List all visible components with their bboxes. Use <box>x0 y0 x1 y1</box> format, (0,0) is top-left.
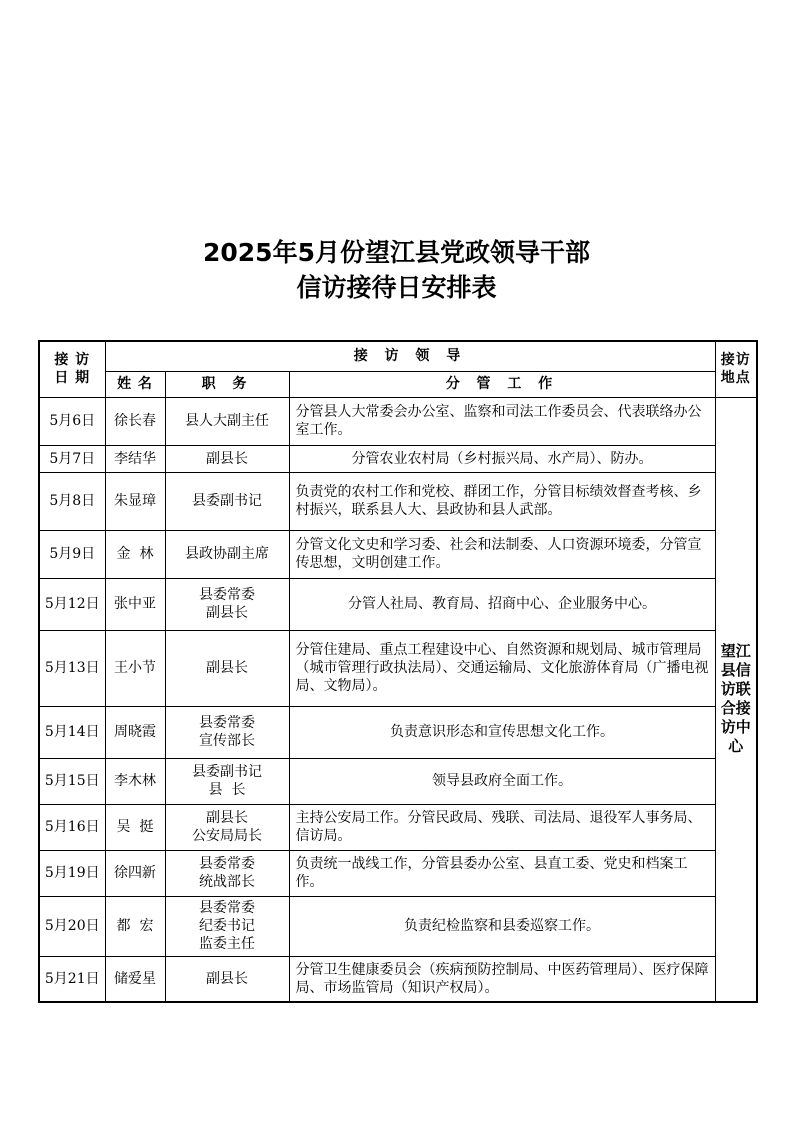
cell-duty: 分管县人大常委会办公室、监察和司法工作委员会、代表联络办公室工作。 <box>289 397 715 445</box>
cell-date: 5月16日 <box>39 804 105 850</box>
cell-duty: 分管住建局、重点工程建设中心、自然资源和规划局、城市管理局（城市管理行政执法局）、交通运输局、文化旅游体育局（广播电视局、文物局）。 <box>289 630 715 706</box>
cell-name: 都 宏 <box>105 896 165 956</box>
table-row <box>39 804 757 850</box>
cell-duty: 分管文化文史和学习委、社会和法制委、人口资源环境委，分管宣传思想，文明创建工作。 <box>289 530 715 578</box>
table-row <box>39 578 757 630</box>
cell-duty: 负责统一战线工作，分管县委办公室、县直工委、党史和档案工作。 <box>289 850 715 896</box>
cell-location: 望江县信访联合接访中心 <box>715 397 757 1002</box>
table-row <box>39 850 757 896</box>
table-row <box>39 445 757 472</box>
cell-date: 5月12日 <box>39 578 105 630</box>
cell-name: 周晓霞 <box>105 706 165 758</box>
table-row <box>39 397 757 445</box>
cell-date: 5月9日 <box>39 530 105 578</box>
cell-name: 朱显璋 <box>105 472 165 530</box>
header-date <box>39 341 105 397</box>
cell-date: 5月8日 <box>39 472 105 530</box>
header-date-text: 接 访 日 期 <box>54 352 91 387</box>
cell-position: 县委常委 宣传部长 <box>165 706 289 758</box>
cell-date: 5月6日 <box>39 397 105 445</box>
cell-duty: 分管农业农村局（乡村振兴局、水产局）、防办。 <box>289 445 715 472</box>
header-location-text: 接访 地点 <box>720 352 751 387</box>
cell-duty: 领导县政府全面工作。 <box>289 758 715 804</box>
cell-name: 储爱星 <box>105 956 165 1002</box>
cell-name: 徐长春 <box>105 397 165 445</box>
cell-name: 李结华 <box>105 445 165 472</box>
cell-duty: 负责纪检监察和县委巡察工作。 <box>289 896 715 956</box>
table-row <box>39 530 757 578</box>
cell-position: 县政协副主席 <box>165 530 289 578</box>
cell-duty: 负责意识形态和宣传思想文化工作。 <box>289 706 715 758</box>
table-row <box>39 896 757 956</box>
cell-date: 5月7日 <box>39 445 105 472</box>
header-location <box>715 341 757 397</box>
table-row <box>39 630 757 706</box>
schedule-table <box>38 340 758 1003</box>
page-title-line2: 信访接待日安排表 <box>296 273 497 302</box>
cell-position: 县委常委 纪委书记 监委主任 <box>165 896 289 956</box>
cell-duty: 主持公安局工作。分管民政局、残联、司法局、退役军人事务局、信访局。 <box>289 804 715 850</box>
cell-position: 县委副书记 <box>165 472 289 530</box>
cell-duty: 分管卫生健康委员会（疾病预防控制局、中医药管理局）、医疗保障局、市场监管局（知识产权局）。 <box>289 956 715 1002</box>
cell-date: 5月21日 <box>39 956 105 1002</box>
header-leader-group: 接 访 领 导 <box>105 341 715 371</box>
header-name: 姓 名 <box>105 371 165 397</box>
header-duty: 分 管 工 作 <box>289 371 715 397</box>
cell-duty: 分管人社局、教育局、招商中心、企业服务中心。 <box>289 578 715 630</box>
cell-position: 副县长 <box>165 445 289 472</box>
cell-position: 副县长 公安局局长 <box>165 804 289 850</box>
table-row <box>39 706 757 758</box>
cell-position: 副县长 <box>165 956 289 1002</box>
cell-position: 县委常委 统战部长 <box>165 850 289 896</box>
cell-name: 王小节 <box>105 630 165 706</box>
cell-date: 5月13日 <box>39 630 105 706</box>
cell-name: 李木林 <box>105 758 165 804</box>
cell-position: 副县长 <box>165 630 289 706</box>
cell-position: 县委副书记 县 长 <box>165 758 289 804</box>
cell-name: 徐四新 <box>105 850 165 896</box>
table-body <box>39 397 757 1002</box>
cell-name: 吴 挺 <box>105 804 165 850</box>
header-position: 职 务 <box>165 371 289 397</box>
table-row <box>39 758 757 804</box>
cell-name: 金 林 <box>105 530 165 578</box>
cell-position: 县人大副主任 <box>165 397 289 445</box>
cell-position: 县委常委 副县长 <box>165 578 289 630</box>
cell-date: 5月19日 <box>39 850 105 896</box>
cell-name: 张中亚 <box>105 578 165 630</box>
cell-duty: 负责党的农村工作和党校、群团工作，分管目标绩效督查考核、乡村振兴，联系县人大、县政协和县人武部。 <box>289 472 715 530</box>
cell-date: 5月20日 <box>39 896 105 956</box>
table-row <box>39 956 757 1002</box>
cell-date: 5月15日 <box>39 758 105 804</box>
table-row <box>39 472 757 530</box>
cell-date: 5月14日 <box>39 706 105 758</box>
page-title-line1: 2025年5月份望江县党政领导干部 <box>203 238 590 267</box>
